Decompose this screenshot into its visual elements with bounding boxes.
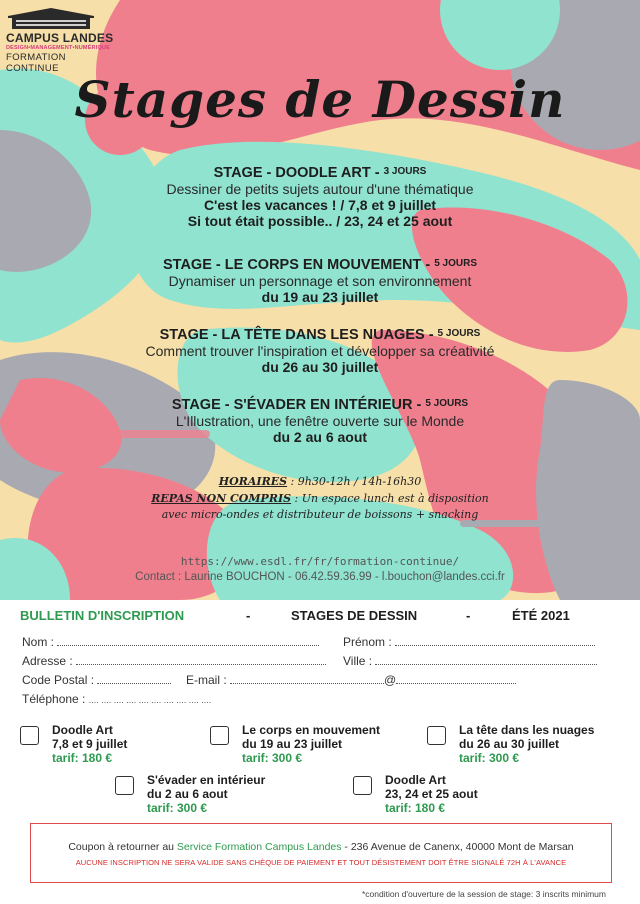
stage-description: Dessiner de petits sujets autour d'une thématique	[166, 181, 474, 197]
option-name: La tête dans les nuages	[459, 723, 595, 737]
campus-landes-logo	[6, 6, 118, 74]
footnote: *condition d'ouverture de la session de stage: 3 inscrits minimum	[362, 889, 606, 899]
ville-label: Ville :	[343, 654, 373, 668]
email-field[interactable]	[186, 673, 516, 687]
building-icon	[6, 6, 96, 30]
stage-dates: C'est les vacances ! / 7,8 et 9 juillet	[203, 197, 437, 213]
code-postal-field[interactable]	[22, 673, 171, 687]
option-name: S'évader en intérieur	[147, 773, 266, 787]
checkbox[interactable]	[353, 776, 372, 795]
email-input[interactable]	[230, 674, 384, 684]
stage-dates: du 2 au 6 aout	[272, 429, 368, 445]
option-dates: du 26 au 30 juillet	[459, 737, 560, 751]
coupon-prefix: Coupon à retourner au	[68, 841, 177, 853]
stage-title: STAGE - DOODLE ART -	[213, 165, 380, 181]
ville-input[interactable]	[375, 655, 597, 665]
at-sign: @	[384, 673, 397, 687]
stage-evader-en-interieur	[40, 397, 600, 445]
option-price: tarif: 180 €	[385, 801, 446, 815]
nom-field[interactable]	[22, 635, 319, 649]
repas-label: REPAS NON COMPRIS	[151, 492, 292, 505]
coupon-service: Service Formation Campus Landes	[176, 841, 342, 853]
option-dates: 23, 24 et 25 aout	[385, 787, 478, 801]
option-name: Doodle Art	[52, 723, 113, 737]
repas-value: : Un espace lunch est à disposition	[291, 492, 489, 505]
horaires-line	[0, 475, 640, 488]
telephone-label: Téléphone :	[22, 692, 86, 706]
checkbox[interactable]	[115, 776, 134, 795]
stage-doodle-art	[40, 165, 600, 229]
telephone-field[interactable]	[22, 692, 211, 706]
stage-tete-dans-les-nuages	[40, 327, 600, 375]
logo-name: CAMPUS LANDES	[6, 31, 114, 45]
stage-description: Comment trouver l'inspiration et développer sa créativité	[145, 343, 495, 359]
contact-line: Contact : Laurine BOUCHON - 06.42.59.36.99 - l.bouchon@landes.cci.fr	[135, 571, 505, 583]
adresse-input[interactable]	[76, 655, 326, 665]
form-season: ÉTÉ 2021	[512, 608, 570, 623]
stage-duration: 5 JOURS	[437, 328, 481, 339]
form-subtitle: STAGES DE DESSIN	[291, 608, 418, 623]
coupon-address	[31, 841, 611, 853]
horaires-value: : 9h30-12h / 14h-16h30	[287, 475, 422, 488]
stage-description: Dynamiser un personnage et son environnement	[168, 273, 472, 289]
form-title: BULLETIN D'INSCRIPTION	[20, 608, 185, 623]
stage-title: STAGE - LE CORPS EN MOUVEMENT -	[163, 257, 431, 273]
option-dates: du 19 au 23 juillet	[242, 737, 343, 751]
stage-duration: 5 JOURS	[425, 398, 469, 409]
repas-line	[0, 492, 640, 505]
option-name: Le corps en mouvement	[242, 723, 381, 737]
nom-input[interactable]	[57, 636, 319, 646]
stage-title: STAGE - S'ÉVADER EN INTÉRIEUR -	[171, 397, 422, 413]
prenom-input[interactable]	[395, 636, 595, 646]
stage-description: L'Illustration, une fenêtre ouverte sur le Monde	[175, 413, 465, 429]
stage-duration: 5 JOURS	[434, 258, 477, 269]
code-postal-label: Code Postal :	[22, 673, 95, 687]
prenom-field[interactable]	[343, 635, 595, 649]
telephone-input[interactable]: .... .... .... .... .... .... .... .... .... ....	[88, 695, 212, 705]
email-domain-input[interactable]	[396, 674, 516, 684]
ville-field[interactable]	[343, 654, 597, 668]
option-dates: du 2 au 6 aout	[147, 787, 228, 801]
stage-dates: du 19 au 23 juillet	[261, 289, 379, 305]
code-postal-input[interactable]	[97, 674, 171, 684]
adresse-label: Adresse :	[22, 654, 73, 668]
option-dates: 7,8 et 9 juillet	[52, 737, 128, 751]
logo-subtitle: FORMATION CONTINUE	[6, 52, 66, 74]
coupon-box	[30, 823, 612, 883]
email-label: E-mail :	[186, 673, 227, 687]
stage-dates: Si tout était possible.. / 23, 24 et 25 aout	[187, 213, 453, 229]
stage-duration: 3 JOURS	[383, 166, 427, 177]
stage-dates: du 26 au 30 juillet	[261, 359, 379, 375]
website-link[interactable]: https://www.esdl.fr/fr/formation-continue/	[180, 555, 460, 568]
page-title: Stages de Dessin	[74, 70, 566, 129]
logo-tagline: DESIGN•MANAGEMENT•NUMÉRIQUE	[6, 45, 110, 51]
stage-corps-en-mouvement	[40, 257, 600, 305]
coupon-warning: AUCUNE INSCRIPTION NE SERA VALIDE SANS CHÈQUE DE PAIEMENT ET TOUT DÉSISTEMENT DOIT ÊTRE SIGNALÉ 72H À L'AVANCE	[75, 858, 567, 867]
checkbox[interactable]	[427, 726, 446, 745]
checkbox[interactable]	[210, 726, 229, 745]
form-header	[0, 608, 640, 626]
option-price: tarif: 300 €	[147, 801, 208, 815]
option-price: tarif: 300 €	[242, 751, 303, 765]
option-name: Doodle Art	[385, 773, 446, 787]
prenom-label: Prénom :	[343, 635, 392, 649]
repas-line-2: avec micro-ondes et distributeur de boissons + snacking	[161, 508, 479, 521]
checkbox[interactable]	[20, 726, 39, 745]
option-price: tarif: 180 €	[52, 751, 113, 765]
horaires-label: HORAIRES	[218, 475, 288, 488]
nom-label: Nom :	[22, 635, 55, 649]
option-price: tarif: 300 €	[459, 751, 520, 765]
stage-title: STAGE - LA TÊTE DANS LES NUAGES -	[159, 327, 434, 343]
header-separator: -	[246, 608, 251, 623]
adresse-field[interactable]	[22, 654, 326, 668]
header-separator: -	[466, 608, 471, 623]
coupon-suffix: - 236 Avenue de Canenx, 40000 Mont de Marsan	[341, 841, 574, 853]
